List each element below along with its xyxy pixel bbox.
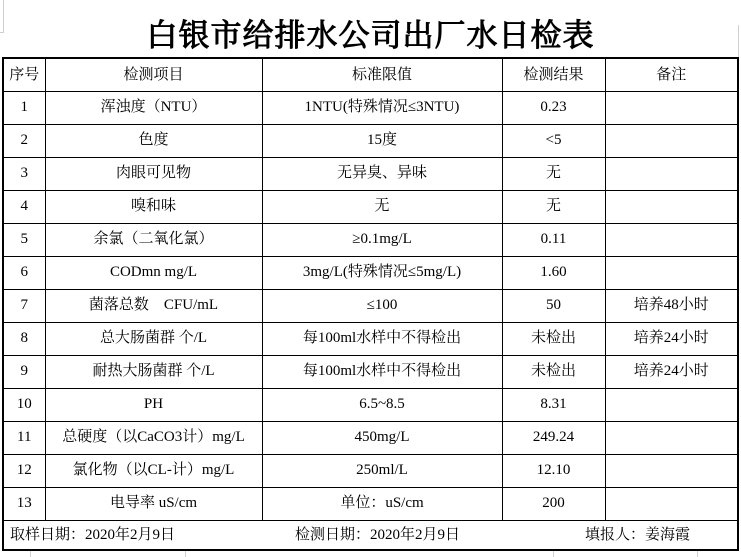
table-row — [3, 388, 738, 421]
row-result: <5 — [502, 124, 605, 157]
row-limit: 450mg/L — [262, 421, 502, 454]
row-result: 50 — [502, 289, 605, 322]
row-limit: 6.5~8.5 — [262, 388, 502, 421]
row-result: 未检出 — [502, 355, 605, 388]
row-limit: 250ml/L — [262, 454, 502, 487]
row-item: PH — [45, 388, 262, 421]
row-result: 12.10 — [502, 454, 605, 487]
row-item: 肉眼可见物 — [45, 157, 262, 190]
inspection-table — [2, 57, 739, 551]
row-limit: 每100ml水样中不得检出 — [262, 355, 502, 388]
row-no: 5 — [3, 223, 45, 256]
table-row — [3, 190, 738, 223]
row-result: 未检出 — [502, 322, 605, 355]
row-limit: 无 — [262, 190, 502, 223]
header-no: 序号 — [3, 58, 45, 91]
sheet-gridline — [30, 551, 31, 557]
sampling-date: 取样日期：2020年2月9日 — [10, 526, 176, 543]
row-limit: 3mg/L(特殊情况≤5mg/L) — [262, 256, 502, 289]
row-limit: 1NTU(特殊情况≤3NTU) — [262, 91, 502, 124]
row-limit: ≥0.1mg/L — [262, 223, 502, 256]
row-note: 培养24小时 — [605, 322, 738, 355]
sheet-gridline — [553, 551, 554, 557]
footer-cell — [3, 520, 738, 550]
row-item: 嗅和味 — [45, 190, 262, 223]
row-item: 色度 — [45, 124, 262, 157]
sheet-gridline — [738, 25, 739, 57]
header-result: 检测结果 — [502, 58, 605, 91]
row-note: 培养48小时 — [605, 289, 738, 322]
row-result: 无 — [502, 157, 605, 190]
row-item: 耐热大肠菌群 个/L — [45, 355, 262, 388]
row-no: 7 — [3, 289, 45, 322]
table-row — [3, 157, 738, 190]
table-row — [3, 289, 738, 322]
table-row — [3, 223, 738, 256]
row-note — [605, 190, 738, 223]
row-item: 菌落总数 CFU/mL — [45, 289, 262, 322]
row-no: 12 — [3, 454, 45, 487]
row-item: 电导率 uS/cm — [45, 487, 262, 520]
row-limit: 无异臭、异味 — [262, 157, 502, 190]
row-note — [605, 388, 738, 421]
header-note: 备注 — [605, 58, 738, 91]
row-item: CODmn mg/L — [45, 256, 262, 289]
row-item: 氯化物（以CL-计）mg/L — [45, 454, 262, 487]
row-note — [605, 421, 738, 454]
row-limit: 15度 — [262, 124, 502, 157]
row-no: 13 — [3, 487, 45, 520]
row-limit: ≤100 — [262, 289, 502, 322]
row-note — [605, 454, 738, 487]
table-row — [3, 454, 738, 487]
row-result: 0.23 — [502, 91, 605, 124]
table-row — [3, 487, 738, 520]
row-no: 11 — [3, 421, 45, 454]
row-no: 6 — [3, 256, 45, 289]
row-note — [605, 223, 738, 256]
row-no: 8 — [3, 322, 45, 355]
table-row — [3, 322, 738, 355]
row-no: 3 — [3, 157, 45, 190]
row-note — [605, 256, 738, 289]
row-limit: 单位：uS/cm — [262, 487, 502, 520]
row-item: 浑浊度（NTU） — [45, 91, 262, 124]
reporter-name: 填报人：姜海霞 — [585, 526, 691, 543]
row-item: 余氯（二氧化氯） — [45, 223, 262, 256]
row-no: 9 — [3, 355, 45, 388]
table-row — [3, 256, 738, 289]
row-result: 8.31 — [502, 388, 605, 421]
row-result: 249.24 — [502, 421, 605, 454]
sheet-gridline — [0, 32, 4, 33]
footer-row — [3, 520, 738, 550]
row-no: 1 — [3, 91, 45, 124]
row-note — [605, 124, 738, 157]
header-item: 检测项目 — [45, 58, 262, 91]
sheet-gridline — [185, 551, 186, 557]
table-row — [3, 421, 738, 454]
row-note — [605, 487, 738, 520]
sheet-gridline — [3, 0, 4, 33]
row-note: 培养24小时 — [605, 355, 738, 388]
header-limit: 标准限值 — [262, 58, 502, 91]
row-no: 2 — [3, 124, 45, 157]
row-item: 总硬度（以CaCO3计）mg/L — [45, 421, 262, 454]
sheet-gridline — [697, 551, 698, 557]
row-note — [605, 157, 738, 190]
header-row — [3, 58, 738, 91]
row-no: 4 — [3, 190, 45, 223]
row-result: 200 — [502, 487, 605, 520]
row-result: 无 — [502, 190, 605, 223]
row-limit: 每100ml水样中不得检出 — [262, 322, 502, 355]
table-row — [3, 91, 738, 124]
page-title: 白银市给排水公司出厂水日检表 — [146, 18, 595, 53]
row-result: 1.60 — [502, 256, 605, 289]
row-no: 10 — [3, 388, 45, 421]
table-row — [3, 124, 738, 157]
row-item: 总大肠菌群 个/L — [45, 322, 262, 355]
row-note — [605, 91, 738, 124]
table-row — [3, 355, 738, 388]
row-result: 0.11 — [502, 223, 605, 256]
test-date: 检测日期：2020年2月9日 — [295, 526, 461, 543]
